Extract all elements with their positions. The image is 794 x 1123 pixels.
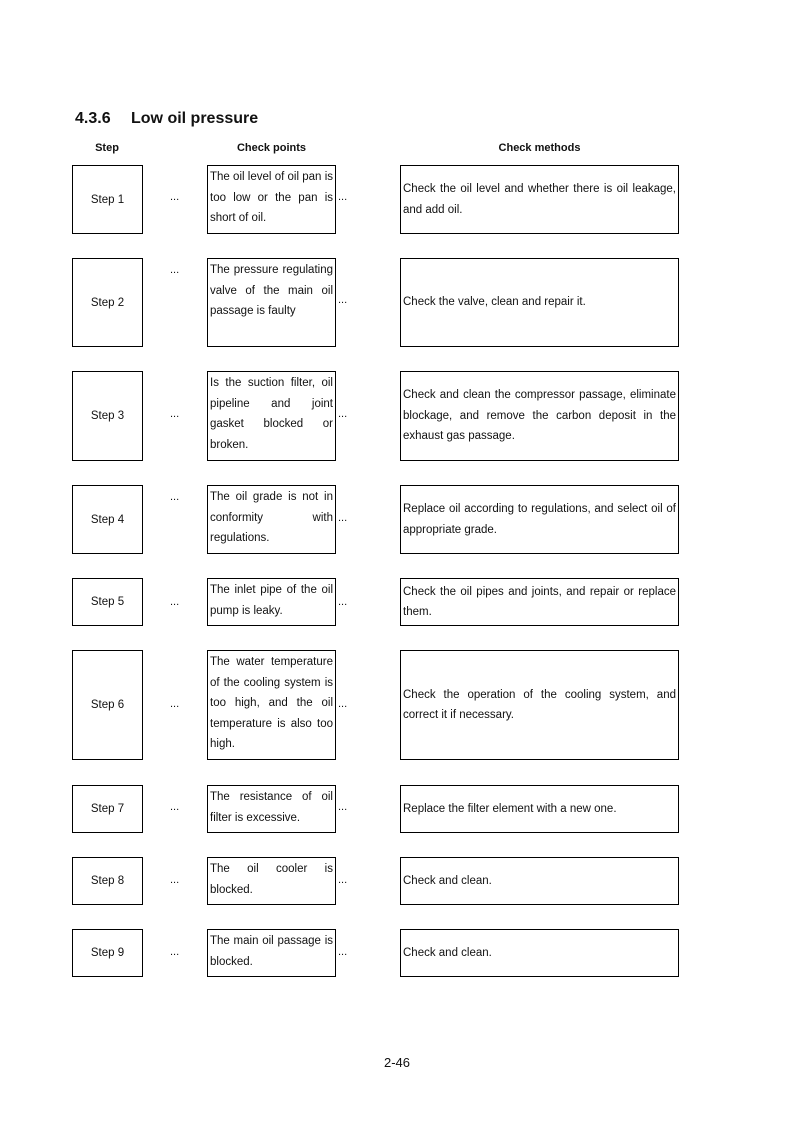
connector-dots: ...	[338, 874, 348, 886]
section-heading	[75, 110, 258, 128]
column-header-check-points: Check points	[236, 142, 307, 154]
step-box: Step 5	[72, 578, 143, 626]
check-method-box	[400, 485, 679, 554]
check-method-text: Check and clean.	[403, 874, 492, 887]
check-method-text: Check the oil pipes and joints, and repair or replace them.	[403, 585, 676, 618]
check-point-box: The resistance of oil filter is excessive.	[207, 785, 336, 833]
connector-dots: ...	[170, 408, 180, 420]
check-point-box: The inlet pipe of the oil pump is leaky.	[207, 578, 336, 626]
connector-dots: ...	[338, 698, 348, 710]
connector-dots: ...	[170, 874, 180, 886]
column-header-check-methods: Check methods	[498, 142, 581, 154]
check-point-box: The main oil passage is blocked.	[207, 929, 336, 977]
step-box: Step 6	[72, 650, 143, 760]
check-point-box: The oil cooler is blocked.	[207, 857, 336, 905]
connector-dots: ...	[170, 596, 180, 608]
step-box: Step 2	[72, 258, 143, 347]
step-box: Step 7	[72, 785, 143, 833]
connector-dots: ...	[170, 946, 180, 958]
check-method-text: Check and clean the compressor passage, eliminate blockage, and remove the carbon deposit in the exhaust gas passage.	[403, 389, 676, 443]
check-point-box: The oil level of oil pan is too low or the pan is short of oil.	[207, 165, 336, 234]
column-header-step: Step	[95, 142, 119, 154]
check-method-box	[400, 371, 679, 461]
check-method-box	[400, 929, 679, 977]
connector-dots: ...	[338, 408, 348, 420]
check-method-box	[400, 650, 679, 760]
page-number: 2-46	[383, 1055, 411, 1070]
check-method-text: Check the oil level and whether there is oil leakage, and add oil.	[403, 183, 676, 216]
check-point-box: The water temperature of the cooling system is too high, and the oil temperature is also too high.	[207, 650, 336, 760]
check-method-text: Check the valve, clean and repair it.	[403, 296, 586, 309]
check-method-text: Check and clean.	[403, 946, 492, 959]
check-point-box: The pressure regulating valve of the main oil passage is faulty	[207, 258, 336, 347]
check-method-text: Check the operation of the cooling system, and correct it if necessary.	[403, 688, 676, 721]
check-method-box	[400, 578, 679, 626]
check-method-text: Replace the filter element with a new one.	[403, 802, 617, 815]
section-title: Low oil pressure	[131, 110, 259, 127]
connector-dots: ...	[170, 698, 180, 710]
check-point-box: Is the suction filter, oil pipeline and joint gasket blocked or broken.	[207, 371, 336, 461]
section-number: 4.3.6	[75, 110, 111, 127]
connector-dots: ...	[170, 491, 180, 503]
connector-dots: ...	[338, 191, 348, 203]
check-point-box: The oil grade is not in conformity with regulations.	[207, 485, 336, 554]
check-method-box	[400, 165, 679, 234]
step-box: Step 8	[72, 857, 143, 905]
check-method-box	[400, 785, 679, 833]
check-method-text: Replace oil according to regulations, and select oil of appropriate grade.	[403, 503, 676, 536]
connector-dots: ...	[338, 512, 348, 524]
check-method-box	[400, 857, 679, 905]
connector-dots: ...	[338, 946, 348, 958]
connector-dots: ...	[170, 191, 180, 203]
connector-dots: ...	[338, 596, 348, 608]
step-box: Step 1	[72, 165, 143, 234]
connector-dots: ...	[170, 264, 180, 276]
connector-dots: ...	[338, 294, 348, 306]
step-box: Step 3	[72, 371, 143, 461]
check-method-box	[400, 258, 679, 347]
step-box: Step 9	[72, 929, 143, 977]
connector-dots: ...	[338, 801, 348, 813]
step-box: Step 4	[72, 485, 143, 554]
connector-dots: ...	[170, 801, 180, 813]
